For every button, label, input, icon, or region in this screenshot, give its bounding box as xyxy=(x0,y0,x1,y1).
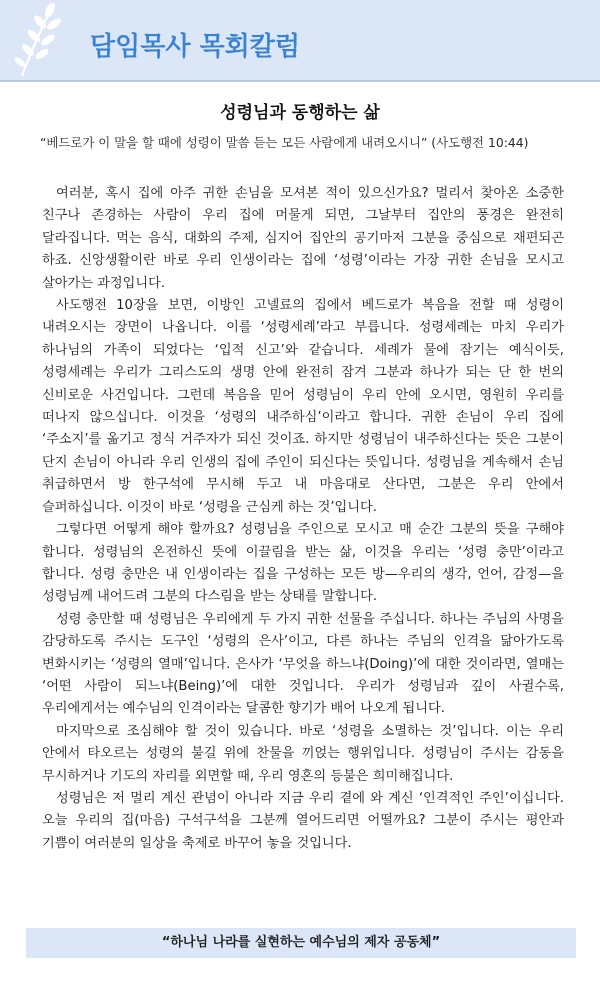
article-body xyxy=(42,183,564,855)
body-paragraph: 성령님은 저 멀리 계신 관념이 아니라 지금 우리 곁에 와 계신 ‘인격적인 주인’이십니다. 오늘 우리의 집(마음) 구석구석을 그분께 열어드리면 어떨까요? 그분이 주시는 평안과 기쁨이 여러분의 일상을 축제로 바꾸어 놓을 것입니다. xyxy=(42,790,564,851)
column-header xyxy=(0,0,600,82)
footer-banner xyxy=(26,928,576,958)
column-title: 담임목사 목회칼럼 xyxy=(90,32,300,62)
body-paragraph: 그렇다면 어떻게 해야 할까요? 성령님을 주인으로 모시고 매 순간 그분의 뜻을 구해야 합니다. 성령님의 온전하신 뜻에 이끌림을 받는 삶, 이것을 우리는 ‘성령 충만’이라고 합니다. 성령 충만은 내 인생이라는 집을 구성하는 모든 방—우리의 생각, 언어, 감정—을 성령님께 내어드려 그분의 다스림을 받는 상태를 말합니다. xyxy=(42,522,564,605)
church-motto: “하나님 나라를 실현하는 예수님의 제자 공동체” xyxy=(161,935,441,950)
article-title: 성령님과 동행하는 삶 xyxy=(220,103,380,123)
leaf-branch-icon xyxy=(6,2,86,78)
body-paragraph: 여러분, 혹시 집에 아주 귀한 손님을 모셔본 적이 있으신가요? 멀리서 찾아온 소중한 친구나 존경하는 사람이 우리 집에 머물게 되면, 그날부터 집안의 풍경은 완전히 달라집니다. 먹는 음식, 대화의 주제, 심지어 집안의 공기마저 그분을 중심으로 재편되곤 하죠. 신앙생활이란 바로 우리 인생이라는 집에 ‘성령’이라는 가장 귀한 손님을 모시고 살아가는 과정입니다. xyxy=(42,186,564,291)
scripture-epigraph: “베드로가 이 말을 할 때에 성령이 말씀 듣는 모든 사람에게 내려오시니” (사도행전 10:44) xyxy=(40,135,529,150)
body-paragraph: 성령 충만할 때 성령님은 우리에게 두 가지 귀한 선물을 주십니다. 하나는 주님의 사명을 감당하도록 주시는 도구인 ‘성령의 은사’이고, 다른 하나는 주님의 인격을 닮아가도록 변화시키는 ‘성령의 열매’입니다. 은사가 ‘무엇을 하느냐(Doing)’에 대한 것이라면, 열매는 ‘어떤 사람이 되느냐(Being)’에 대한 것입니다. 우리가 성령님과 깊이 사귈수록, 우리에게서는 예수님의 인격이라는 달콤한 향기가 배어 나오게 됩니다. xyxy=(42,611,564,717)
body-paragraph: 마지막으로 조심해야 할 것이 있습니다. 바로 ‘성령을 소멸하는 것’입니다. 이는 우리 안에서 타오르는 성령의 불길 위에 찬물을 끼얹는 행위입니다. 성령님이 주시는 감동을 무시하거나 기도의 자리를 외면할 때, 우리 영혼의 등불은 희미해집니다. xyxy=(42,723,564,784)
body-paragraph: 사도행전 10장을 보면, 이방인 고넬료의 집에서 베드로가 복음을 전할 때 성령이 내려오시는 장면이 나옵니다. 이를 ‘성령세례’라고 부릅니다. 성령세례는 마치 우리가 하나님의 가족이 되었다는 ‘입적 신고’와 같습니다. 세례가 물에 잠기는 예식이듯, 성령세례는 우리가 그리스도의 생명 안에 완전히 잠겨 그분과 하나가 되는 단 한 번의 신비로운 사건입니다. 그런데 복음을 믿어 성령님이 우리 안에 오시면, 영원히 우리를 떠나지 않으십니다. 이것을 ‘성령의 내주하심’이라고 합니다. 귀한 손님이 우리 집에 ‘주소지’를 옮기고 정식 거주자가 되신 것이죠. 하지만 성령님이 내주하신다는 뜻은 그분이 단지 손님이 아니라 우리 인생의 집에 주인이 되신다는 뜻입니다. 성령님을 계속해서 손님 취급하면서 방 한구석에 무시해 두고 내 마음대로 산다면, 그분은 우리 안에서 슬퍼하십니다. 이것이 바로 ‘성령을 근심케 하는 것’입니다. xyxy=(42,298,564,515)
